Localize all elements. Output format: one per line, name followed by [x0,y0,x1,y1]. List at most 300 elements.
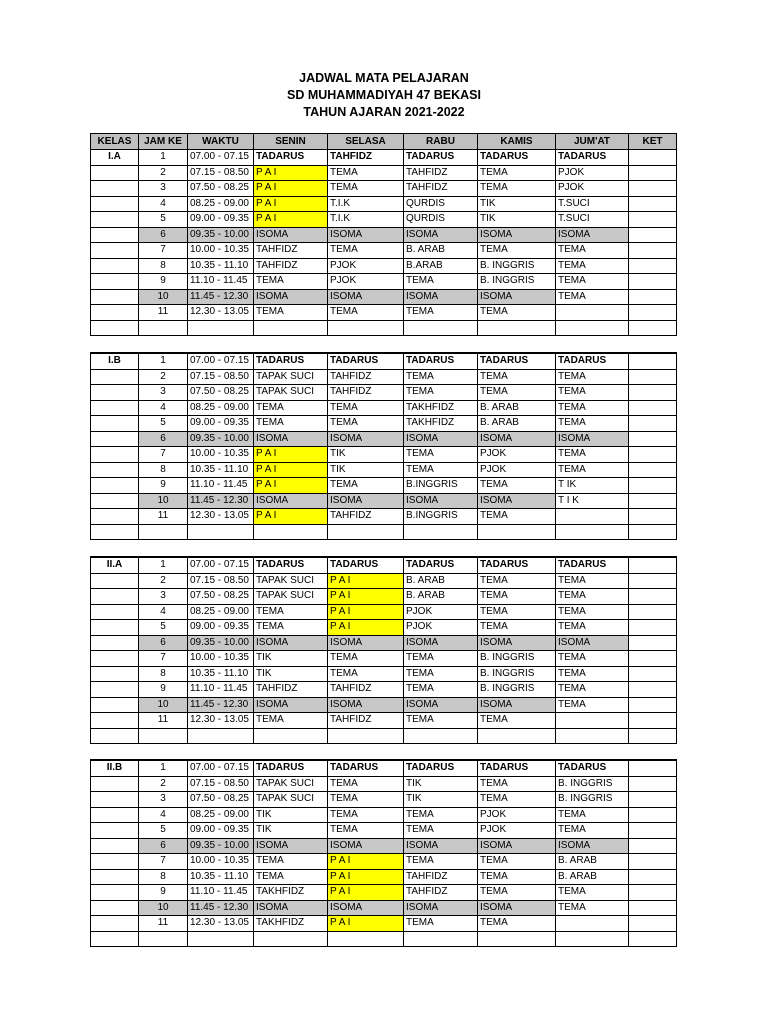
cell-selasa: TEMA [328,478,404,494]
cell-selasa: TEMA [328,165,404,181]
column-header: KELAS [91,134,139,150]
cell-jumat: TEMA [556,447,629,463]
ket-cell [629,416,677,432]
cell-jumat [556,305,629,321]
cell-kamis: B. ARAB [478,400,556,416]
kelas-cell [91,604,139,620]
jam-cell: 1 [139,557,188,573]
cell-senin: TIK [254,666,328,682]
jam-cell: 4 [139,807,188,823]
table-row [91,258,677,274]
cell-jumat: TADARUS [556,760,629,776]
cell-jumat: TADARUS [556,150,629,166]
cell-kamis: ISOMA [478,431,556,447]
ket-cell [629,620,677,636]
cell-kamis: ISOMA [478,635,556,651]
ket-cell [629,305,677,321]
cell-jumat: TEMA [556,604,629,620]
cell-jumat: TEMA [556,258,629,274]
table-row [91,666,677,682]
cell-jumat: B. ARAB [556,869,629,885]
cell-selasa: TAHFIDZ [328,713,404,729]
jam-cell: 10 [139,697,188,713]
table-row [91,274,677,290]
cell-selasa: TEMA [328,243,404,259]
cell-senin: ISOMA [254,493,328,509]
cell-rabu: TADARUS [404,353,478,369]
kelas-cell [91,274,139,290]
kelas-cell [91,385,139,401]
jam-cell: 10 [139,900,188,916]
table-row [91,854,677,870]
waktu-cell: 07.15 - 08.50 [188,369,254,385]
empty-cell [478,931,556,947]
table-row [91,792,677,808]
table-row [91,557,677,573]
cell-kamis: PJOK [478,823,556,839]
ket-cell [629,916,677,932]
cell-jumat: T.SUCI [556,212,629,228]
empty-cell [404,728,478,744]
cell-senin: P A I [254,478,328,494]
cell-senin: TEMA [254,400,328,416]
empty-cell [556,931,629,947]
cell-kamis: ISOMA [478,697,556,713]
cell-rabu: TEMA [404,305,478,321]
cell-kamis: B. INGGRIS [478,682,556,698]
cell-selasa: P A I [328,573,404,589]
cell-selasa: TEMA [328,400,404,416]
cell-senin: TADARUS [254,353,328,369]
ket-cell [629,776,677,792]
kelas-cell [91,651,139,667]
table-row [91,713,677,729]
jam-cell: 7 [139,651,188,667]
jam-cell: 8 [139,666,188,682]
empty-cell [254,728,328,744]
waktu-cell: 09.35 - 10.00 [188,227,254,243]
cell-senin: ISOMA [254,289,328,305]
cell-selasa: TEMA [328,823,404,839]
cell-selasa: TEMA [328,305,404,321]
table-row [91,243,677,259]
kelas-cell [91,258,139,274]
kelas-cell [91,462,139,478]
cell-senin: P A I [254,212,328,228]
waktu-cell: 07.50 - 08.25 [188,792,254,808]
cell-rabu: B.INGGRIS [404,478,478,494]
empty-cell [139,728,188,744]
jam-cell: 9 [139,682,188,698]
kelas-cell [91,509,139,525]
cell-rabu: TAHFIDZ [404,165,478,181]
table-row [91,431,677,447]
cell-rabu: TEMA [404,462,478,478]
waktu-cell: 09.00 - 09.35 [188,416,254,432]
ket-cell [629,462,677,478]
kelas-cell [91,478,139,494]
cell-jumat: B. ARAB [556,854,629,870]
cell-jumat: TEMA [556,807,629,823]
cell-rabu: ISOMA [404,431,478,447]
ket-cell [629,900,677,916]
cell-kamis: TEMA [478,869,556,885]
cell-selasa: TEMA [328,416,404,432]
cell-rabu: ISOMA [404,697,478,713]
ket-cell [629,274,677,290]
kelas-cell [91,181,139,197]
cell-selasa: TADARUS [328,557,404,573]
cell-jumat: T IK [556,478,629,494]
kelas-cell [91,573,139,589]
cell-jumat: TADARUS [556,353,629,369]
table-row [91,620,677,636]
waktu-cell: 07.00 - 07.15 [188,353,254,369]
schedule-table-ia [90,133,677,336]
kelas-cell: I.B [91,353,139,369]
waktu-cell: 08.25 - 09.00 [188,400,254,416]
ket-cell [629,604,677,620]
cell-selasa: T.I.K [328,212,404,228]
column-header: WAKTU [188,134,254,150]
cell-kamis: TEMA [478,885,556,901]
ket-cell [629,431,677,447]
empty-cell [478,728,556,744]
ket-cell [629,385,677,401]
cell-kamis: TEMA [478,916,556,932]
cell-senin: P A I [254,165,328,181]
cell-senin: P A I [254,509,328,525]
jam-cell: 7 [139,854,188,870]
cell-jumat: T.SUCI [556,196,629,212]
cell-jumat: TEMA [556,416,629,432]
jam-cell: 3 [139,792,188,808]
cell-selasa: TAHFIDZ [328,150,404,166]
cell-selasa: ISOMA [328,697,404,713]
table-row [91,400,677,416]
cell-jumat [556,509,629,525]
waktu-cell: 07.00 - 07.15 [188,557,254,573]
cell-selasa: PJOK [328,274,404,290]
jam-cell: 1 [139,150,188,166]
jam-cell: 1 [139,760,188,776]
column-header: SELASA [328,134,404,150]
schedule-table-ib [90,352,677,540]
cell-kamis: B. INGGRIS [478,666,556,682]
kelas-cell [91,697,139,713]
ket-cell [629,289,677,305]
cell-kamis: TEMA [478,620,556,636]
cell-kamis: PJOK [478,447,556,463]
table-row [91,353,677,369]
waktu-cell: 12.30 - 13.05 [188,916,254,932]
cell-rabu: TEMA [404,916,478,932]
cell-selasa: P A I [328,869,404,885]
ket-cell [629,150,677,166]
jam-cell: 10 [139,289,188,305]
table-row [91,447,677,463]
kelas-cell [91,589,139,605]
cell-senin: TADARUS [254,557,328,573]
waktu-cell: 11.10 - 11.45 [188,885,254,901]
waktu-cell: 11.45 - 12.30 [188,493,254,509]
cell-senin: TIK [254,651,328,667]
cell-senin: ISOMA [254,635,328,651]
jam-cell: 3 [139,589,188,605]
waktu-cell: 07.00 - 07.15 [188,760,254,776]
cell-senin: TAHFIDZ [254,258,328,274]
cell-rabu: TEMA [404,651,478,667]
ket-cell [629,478,677,494]
kelas-cell [91,431,139,447]
table-row [91,651,677,667]
waktu-cell: 09.35 - 10.00 [188,431,254,447]
empty-cell [328,728,404,744]
cell-kamis: PJOK [478,462,556,478]
empty-cell [91,931,139,947]
table-row [91,462,677,478]
cell-selasa: T.I.K [328,196,404,212]
waktu-cell: 10.00 - 10.35 [188,854,254,870]
cell-selasa: TEMA [328,651,404,667]
jam-cell: 6 [139,838,188,854]
schedule-table-iia [90,556,677,744]
table-row [91,604,677,620]
cell-jumat: TEMA [556,573,629,589]
jam-cell: 11 [139,305,188,321]
kelas-cell [91,196,139,212]
cell-selasa: P A I [328,916,404,932]
waktu-cell: 10.35 - 11.10 [188,666,254,682]
kelas-cell [91,916,139,932]
empty-cell [328,524,404,540]
waktu-cell: 11.10 - 11.45 [188,682,254,698]
ket-cell [629,400,677,416]
cell-rabu: TEMA [404,807,478,823]
cell-selasa: TADARUS [328,353,404,369]
waktu-cell: 07.15 - 08.50 [188,573,254,589]
ket-cell [629,885,677,901]
kelas-cell [91,400,139,416]
cell-rabu: TAKHFIDZ [404,416,478,432]
cell-senin: TAKHFIDZ [254,885,328,901]
jam-cell: 8 [139,462,188,478]
header-row [91,134,677,150]
cell-selasa: TEMA [328,807,404,823]
column-header: JAM KE [139,134,188,150]
cell-kamis: TEMA [478,509,556,525]
table-row [91,776,677,792]
cell-selasa: ISOMA [328,431,404,447]
cell-kamis: TADARUS [478,353,556,369]
cell-rabu: TAHFIDZ [404,181,478,197]
cell-kamis: TEMA [478,604,556,620]
title-line-1: JADWAL MATA PELAJARAN [299,71,469,85]
empty-cell [254,320,328,336]
cell-rabu: PJOK [404,620,478,636]
ket-cell [629,589,677,605]
cell-jumat: B. INGGRIS [556,776,629,792]
ket-cell [629,807,677,823]
ket-cell [629,682,677,698]
cell-selasa: TEMA [328,776,404,792]
ket-cell [629,838,677,854]
title-line-2: SD MUHAMMADIYAH 47 BEKASI [286,88,481,102]
table-row [91,635,677,651]
jam-cell: 6 [139,431,188,447]
cell-rabu: TEMA [404,385,478,401]
empty-row [91,524,677,540]
cell-kamis: TEMA [478,713,556,729]
cell-senin: TAHFIDZ [254,682,328,698]
ket-cell [629,573,677,589]
table-row [91,289,677,305]
empty-cell [404,524,478,540]
waktu-cell: 11.45 - 12.30 [188,697,254,713]
kelas-cell [91,854,139,870]
ket-cell [629,635,677,651]
ket-cell [629,557,677,573]
cell-kamis: TEMA [478,305,556,321]
cell-kamis: TEMA [478,589,556,605]
waktu-cell: 09.00 - 09.35 [188,620,254,636]
jam-cell: 11 [139,916,188,932]
cell-kamis: PJOK [478,807,556,823]
cell-senin: TIK [254,823,328,839]
waktu-cell: 12.30 - 13.05 [188,305,254,321]
ket-cell [629,792,677,808]
empty-cell [188,320,254,336]
waktu-cell: 08.25 - 09.00 [188,604,254,620]
jam-cell: 4 [139,604,188,620]
empty-cell [556,320,629,336]
jam-cell: 5 [139,416,188,432]
cell-senin: TEMA [254,713,328,729]
cell-selasa: ISOMA [328,900,404,916]
cell-selasa: P A I [328,604,404,620]
cell-rabu: TEMA [404,447,478,463]
cell-rabu: ISOMA [404,227,478,243]
cell-senin: TAHFIDZ [254,243,328,259]
kelas-cell [91,823,139,839]
cell-rabu: ISOMA [404,635,478,651]
cell-rabu: TADARUS [404,760,478,776]
cell-kamis: TEMA [478,165,556,181]
cell-jumat: T I K [556,493,629,509]
table-row [91,493,677,509]
cell-selasa: ISOMA [328,289,404,305]
table-row [91,573,677,589]
cell-jumat: ISOMA [556,431,629,447]
jam-cell: 5 [139,620,188,636]
waktu-cell: 08.25 - 09.00 [188,807,254,823]
cell-rabu: PJOK [404,604,478,620]
empty-cell [91,524,139,540]
cell-kamis: TEMA [478,369,556,385]
cell-kamis: ISOMA [478,838,556,854]
table-row [91,589,677,605]
cell-senin: TAPAK SUCI [254,369,328,385]
kelas-cell [91,165,139,181]
cell-kamis: B. INGGRIS [478,274,556,290]
cell-selasa: ISOMA [328,635,404,651]
kelas-cell: I.A [91,150,139,166]
cell-senin: TAPAK SUCI [254,385,328,401]
cell-jumat: PJOK [556,165,629,181]
ket-cell [629,369,677,385]
cell-jumat: TEMA [556,900,629,916]
cell-rabu: TAKHFIDZ [404,400,478,416]
cell-senin: TEMA [254,854,328,870]
cell-rabu: TEMA [404,823,478,839]
waktu-cell: 12.30 - 13.05 [188,509,254,525]
cell-rabu: TEMA [404,682,478,698]
cell-jumat: ISOMA [556,838,629,854]
empty-row [91,931,677,947]
cell-senin: ISOMA [254,227,328,243]
cell-kamis: TIK [478,212,556,228]
cell-rabu: B.INGGRIS [404,509,478,525]
jam-cell: 9 [139,274,188,290]
jam-cell: 10 [139,493,188,509]
cell-selasa: P A I [328,854,404,870]
jam-cell: 11 [139,713,188,729]
cell-kamis: TADARUS [478,760,556,776]
cell-rabu: TIK [404,792,478,808]
cell-jumat: TEMA [556,589,629,605]
cell-rabu: B. ARAB [404,243,478,259]
waktu-cell: 07.15 - 08.50 [188,165,254,181]
ket-cell [629,227,677,243]
cell-rabu: TEMA [404,369,478,385]
cell-senin: ISOMA [254,697,328,713]
cell-rabu: TADARUS [404,150,478,166]
kelas-cell [91,885,139,901]
cell-jumat: TEMA [556,823,629,839]
cell-jumat: ISOMA [556,635,629,651]
waktu-cell: 07.15 - 08.50 [188,776,254,792]
cell-senin: TAPAK SUCI [254,573,328,589]
table-row [91,823,677,839]
waktu-cell: 07.50 - 08.25 [188,181,254,197]
ket-cell [629,196,677,212]
cell-senin: TADARUS [254,760,328,776]
cell-selasa: P A I [328,620,404,636]
empty-cell [139,524,188,540]
kelas-cell [91,713,139,729]
cell-rabu: ISOMA [404,493,478,509]
jam-cell: 6 [139,635,188,651]
empty-cell [629,728,677,744]
empty-row [91,728,677,744]
column-header: KAMIS [478,134,556,150]
kelas-cell [91,776,139,792]
cell-jumat: TEMA [556,385,629,401]
waktu-cell: 07.50 - 08.25 [188,589,254,605]
cell-rabu: ISOMA [404,900,478,916]
cell-senin: TAPAK SUCI [254,589,328,605]
empty-cell [139,320,188,336]
waktu-cell: 07.50 - 08.25 [188,385,254,401]
jam-cell: 2 [139,165,188,181]
kelas-cell [91,635,139,651]
cell-selasa: ISOMA [328,227,404,243]
empty-cell [188,728,254,744]
cell-senin: TEMA [254,620,328,636]
cell-rabu: TAHFIDZ [404,885,478,901]
cell-kamis: ISOMA [478,493,556,509]
jam-cell: 3 [139,385,188,401]
